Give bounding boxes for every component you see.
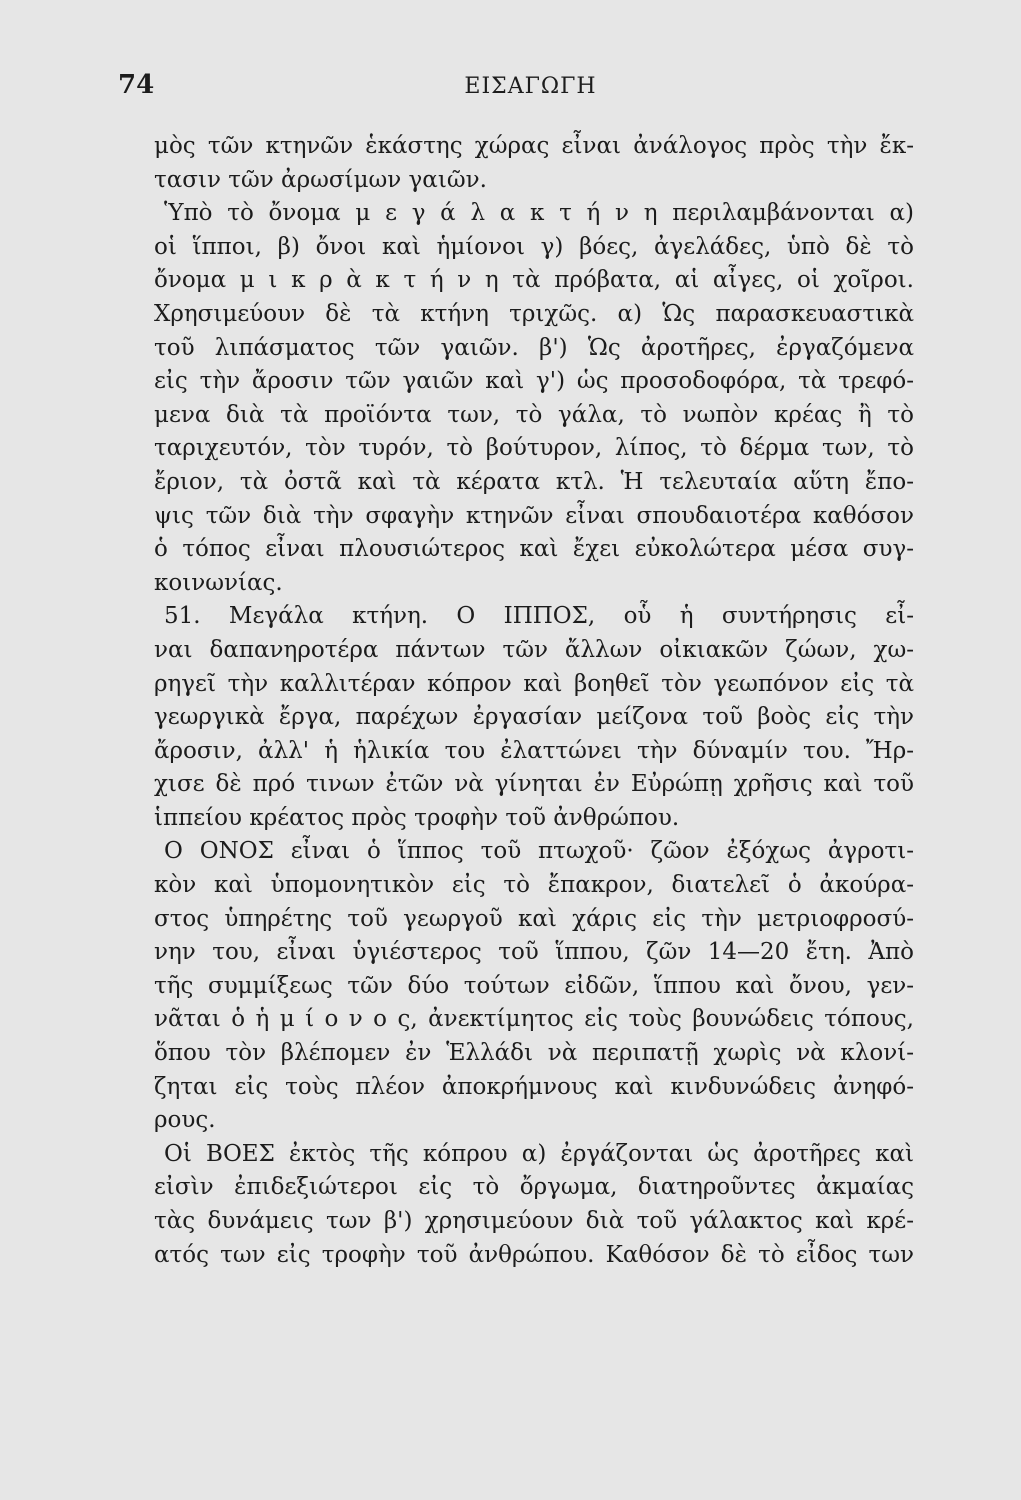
text-line: εἰσὶν ἐπιδεξιώτεροι εἰς τὸ ὄργωμα, διατηροῦντες ἀκμαίας [154, 1174, 914, 1201]
text-line: ναι δαπανηροτέρα πάντων τῶν ἄλλων οἰκιακῶν ζώων, χω- [154, 636, 914, 663]
text-line: ἄροσιν, ἀλλ' ἡ ἡλικία του ἐλαττώνει τὴν δύναμίν του. Ἤρ- [154, 737, 914, 764]
text-line: ὁ τόπος εἶναι πλουσιώτερος καὶ ἔχει εὐκολώτερα μέσα συγ- [154, 536, 914, 563]
text-line: ρηγεῖ τὴν καλλιτέραν κόπρον καὶ βοηθεῖ τὸν γεωπόνον εἰς τὰ [154, 670, 914, 697]
text-line: τῆς συμμίξεως τῶν δύο τούτων εἰδῶν, ἵππου καὶ ὄνου, γεν- [154, 972, 914, 999]
text-line: κοινωνίας. [154, 569, 283, 596]
text-line: ὄνομα μ ι κ ρ ὰ κ τ ή ν η τὰ πρόβατα, αἱ αἶγες, οἱ χοῖροι. [154, 267, 914, 294]
text-line: ὅπου τὸν βλέπομεν ἐν Ἑλλάδι νὰ περιπατῇ χωρὶς νὰ κλονί- [154, 1040, 914, 1067]
text-line: κὸν καὶ ὑπομονητικὸν εἰς τὸ ἔπακρον, διατελεῖ ὁ ἀκούρα- [154, 872, 914, 899]
text-line: Χρησιμεύουν δὲ τὰ κτήνη τριχῶς. α) Ὡς παρασκευαστικὰ [154, 300, 914, 327]
text-line: τὰς δυνάμεις των β') χρησιμεύουν διὰ τοῦ γάλακτος καὶ κρέ- [154, 1208, 914, 1234]
text-line: ρους. [154, 1107, 216, 1134]
text-line: τασιν τῶν ἀρωσίμων γαιῶν. [154, 166, 487, 193]
text-line: στος ὑπηρέτης τοῦ γεωργοῦ καὶ χάρις εἰς τὴν μετριοφροσύ- [154, 905, 914, 932]
page-number: 74 [118, 70, 155, 100]
text-line: Οἱ ΒΟΕΣ ἐκτὸς τῆς κόπρου α) ἐργάζονται ὡς ἀροτῆρες καὶ [164, 1140, 914, 1167]
text-line: τοῦ λιπάσματος τῶν γαιῶν. β') Ὡς ἀροτῆρες, ἐργαζόμενα [154, 334, 914, 361]
text-line: ατός των εἰς τροφὴν τοῦ ἀνθρώπου. Καθόσον δὲ τὸ εἶδος των [154, 1241, 914, 1268]
text-line: νᾶται ὁ ἡ μ ί ο ν ο ς, ἀνεκτίμητος εἰς τοὺς βουνώδεις τόπους, [154, 1006, 914, 1033]
section-heading-line: 51. Μεγάλα κτήνη. Ο ΙΠΠΟΣ, οὗ ἡ συντήρησις εἶ- [164, 603, 914, 630]
body-text [154, 130, 914, 1272]
text-line: Ο ΟΝΟΣ εἶναι ὁ ἵππος τοῦ πτωχοῦ· ζῶον ἐξόχως ἀγροτι- [164, 838, 914, 865]
text-line: ζηται εἰς τοὺς πλέον ἀποκρήμνους καὶ κινδυνώδεις ἀνηφό- [154, 1073, 914, 1100]
text-line: νην του, εἶναι ὑγιέστερος τοῦ ἵππου, ζῶν 14—20 ἔτη. Ἀπὸ [154, 939, 914, 966]
text-line: ταριχευτόν, τὸν τυρόν, τὸ βούτυρον, λίπος, τὸ δέρμα των, τὸ [154, 435, 914, 462]
text-line: μὸς τῶν κτηνῶν ἑκάστης χώρας εἶναι ἀνάλογος πρὸς τὴν ἔκ- [154, 133, 914, 159]
running-title: ΕΙΣΑΓΩΓΗ [464, 74, 597, 99]
text-line: χισε δὲ πρό τινων ἐτῶν νὰ γίνηται ἐν Εὐρώπῃ χρῆσις καὶ τοῦ [154, 771, 914, 798]
text-line: εἰς τὴν ἄροσιν τῶν γαιῶν καὶ γ') ὡς προσοδοφόρα, τὰ τρεφό- [154, 368, 914, 395]
text-line: ἱππείου κρέατος πρὸς τροφὴν τοῦ ἀνθρώπου. [154, 804, 680, 831]
text-line: ψις τῶν διὰ τὴν σφαγὴν κτηνῶν εἶναι σπουδαιοτέρα καθόσον [154, 502, 914, 529]
text-line: μενα διὰ τὰ προϊόντα των, τὸ γάλα, τὸ νωπὸν κρέας ἢ τὸ [154, 401, 914, 428]
text-line: γεωργικὰ ἔργα, παρέχων ἐργασίαν μείζονα τοῦ βοὸς εἰς τὴν [154, 704, 914, 731]
text-line: Ὑπὸ τὸ ὄνομα μ ε γ ά λ α κ τ ή ν η περιλαμβάνονται α) [164, 200, 914, 227]
text-line: ἔριον, τὰ ὀστᾶ καὶ τὰ κέρατα κτλ. Ἡ τελευταία αὕτη ἔπο- [154, 468, 914, 495]
text-line: οἱ ἵπποι, β) ὄνοι καὶ ἡμίονοι γ) βόες, ἀγελάδες, ὑπὸ δὲ τὸ [154, 233, 914, 260]
